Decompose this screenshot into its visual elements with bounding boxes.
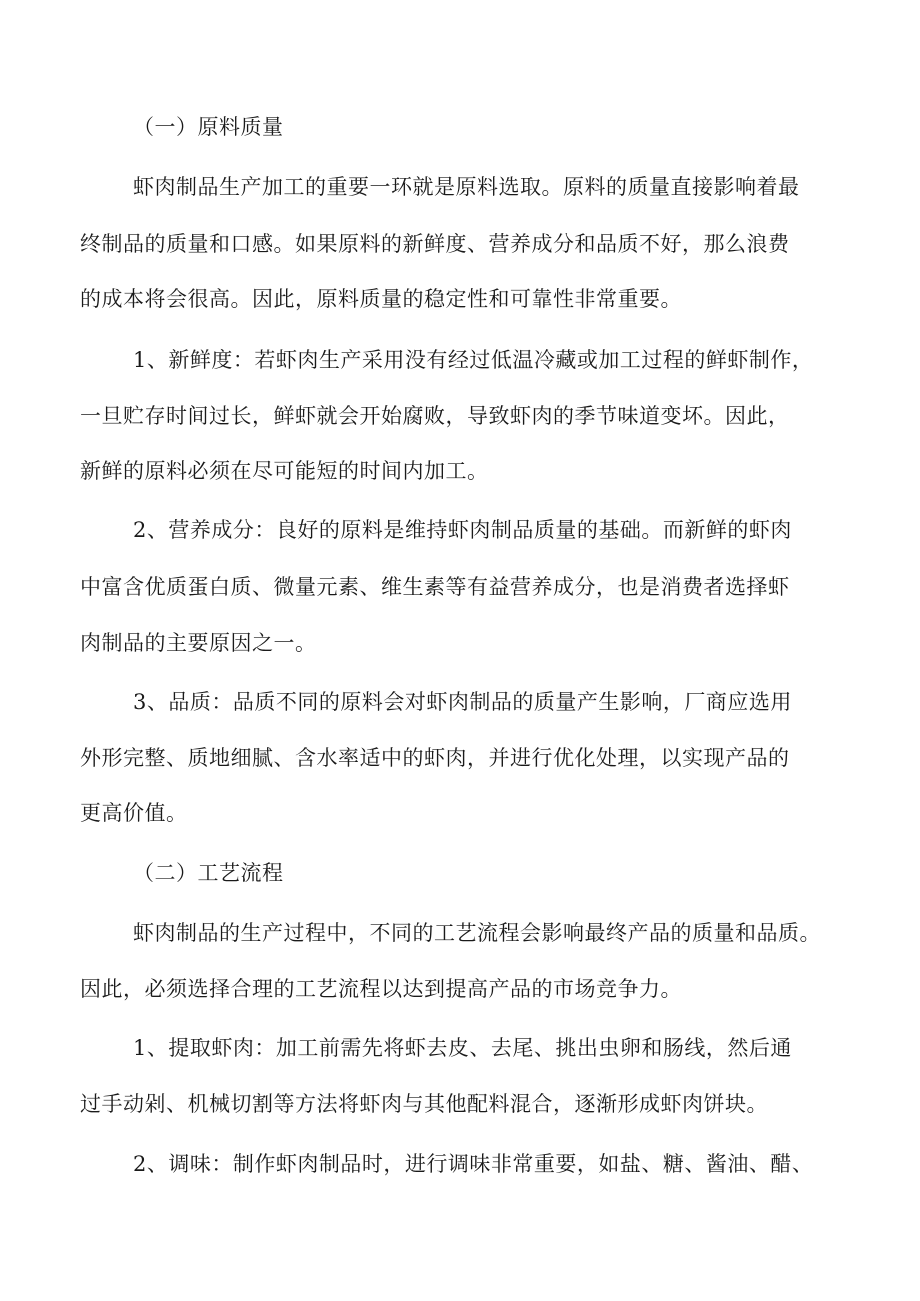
paragraph-line: 的成本将会很高。因此，原料质量的稳定性和可靠性非常重要。 [80,287,682,311]
paragraph-line: 因此，必须选择合理的工艺流程以达到提高产品的市场竞争力。 [80,977,682,1001]
list-item-line: 2、调味：制作虾肉制品时，进行调味非常重要，如盐、糖、酱油、醋、 [133,1152,814,1176]
section-heading-1: （一）原料质量 [133,115,284,139]
list-item-line: 2、营养成分：良好的原料是维持虾肉制品质量的基础。而新鲜的虾肉 [133,518,792,542]
list-item-line: 肉制品的主要原因之一。 [80,631,317,655]
list-item-line: 外形完整、质地细腻、含水率适中的虾肉，并进行优化处理，以实现产品的 [80,746,790,770]
list-item-line: 新鲜的原料必须在尽可能短的时间内加工。 [80,459,489,483]
list-item-line: 过手动剁、机械切割等方法将虾肉与其他配料混合，逐渐形成虾肉饼块。 [80,1092,768,1116]
list-item-line: 一旦贮存时间过长，鲜虾就会开始腐败，导致虾肉的季节味道变坏。因此， [80,404,790,428]
section-heading-2: （二）工艺流程 [133,861,284,885]
list-item-line: 中富含优质蛋白质、微量元素、维生素等有益营养成分，也是消费者选择虾 [80,575,790,599]
list-item-line: 3、品质：品质不同的原料会对虾肉制品的质量产生影响，厂商应选用 [133,690,792,714]
paragraph-line: 虾肉制品的生产过程中，不同的工艺流程会影响最终产品的质量和品质。 [133,921,821,945]
list-item-line: 更高价值。 [80,801,188,825]
list-item-line: 1、新鲜度：若虾肉生产采用没有经过低温冷藏或加工过程的鲜虾制作， [133,348,814,372]
paragraph-line: 虾肉制品生产加工的重要一环就是原料选取。原料的质量直接影响着最 [133,175,800,199]
paragraph-line: 终制品的质量和口感。如果原料的新鲜度、营养成分和品质不好，那么浪费 [80,232,790,256]
list-item-line: 1、提取虾肉：加工前需先将虾去皮、去尾、挑出虫卵和肠线，然后通 [133,1036,792,1060]
